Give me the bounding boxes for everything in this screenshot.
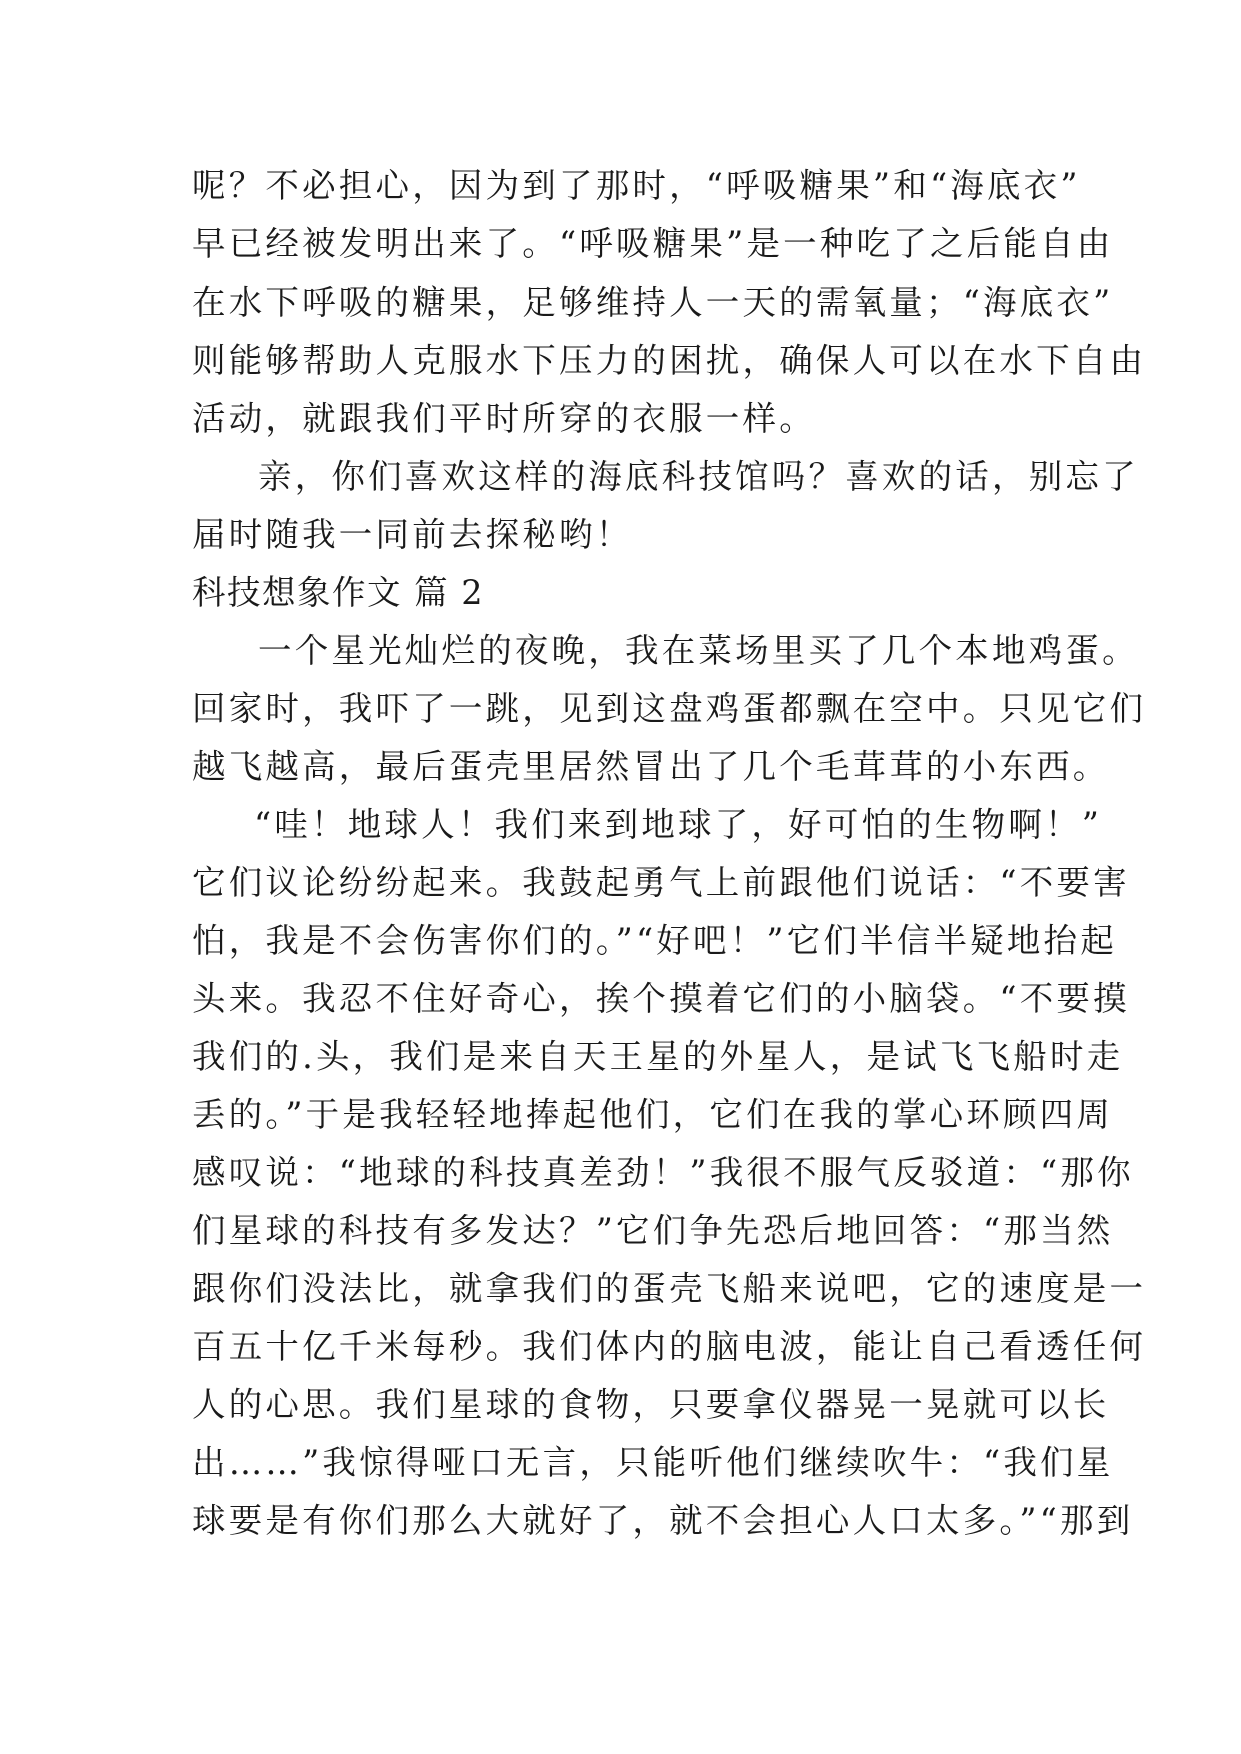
paragraph-first-line: 亲，你们喜欢这样的海底科技馆吗？喜欢的话，别忘了 bbox=[258, 457, 1139, 496]
section-heading: 科技想象作文 篇 2 bbox=[192, 573, 485, 612]
text-line: 感叹说：“地球的科技真差劲！”我很不服气反驳道：“那你 bbox=[192, 1153, 1134, 1192]
paragraph-first-line: 一个星光灿烂的夜晚，我在菜场里买了几个本地鸡蛋。 bbox=[258, 631, 1139, 670]
text-line: 早已经被发明出来了。“呼吸糖果”是一种吃了之后能自由 bbox=[192, 224, 1114, 263]
text-line: 届时随我一同前去探秘哟！ bbox=[192, 515, 633, 554]
text-line: 头来。我忍不住好奇心，挨个摸着它们的小脑袋。“不要摸 bbox=[192, 979, 1130, 1018]
text-line: 则能够帮助人克服水下压力的困扰，确保人可以在水下自由 bbox=[192, 341, 1147, 380]
text-line: 球要是有你们那么大就好了，就不会担心人口太多。”“那到 bbox=[192, 1501, 1134, 1540]
text-line: 丢的。”于是我轻轻地捧起他们，它们在我的掌心环顾四周 bbox=[192, 1095, 1114, 1134]
text-line: 跟你们没法比，就拿我们的蛋壳飞船来说吧，它的速度是一 bbox=[192, 1269, 1147, 1308]
text-line: 我们的.头，我们是来自天王星的外星人，是试飞飞船时走 bbox=[192, 1037, 1124, 1076]
text-line: 怕，我是不会伤害你们的。”“好吧！”它们半信半疑地抬起 bbox=[192, 921, 1118, 960]
text-line: 越飞越高，最后蛋壳里居然冒出了几个毛茸茸的小东西。 bbox=[192, 747, 1110, 786]
text-line: 出……”我惊得哑口无言，只能听他们继续吹牛：“我们星 bbox=[192, 1443, 1114, 1482]
text-line: 们星球的科技有多发达？”它们争先恐后地回答：“那当然 bbox=[192, 1211, 1114, 1250]
text-line: 在水下呼吸的糖果，足够维持人一天的需氧量；“海底衣” bbox=[192, 283, 1114, 322]
text-line: 百五十亿千米每秒。我们体内的脑电波，能让自己看透任何 bbox=[192, 1327, 1147, 1366]
text-line: 人的心思。我们星球的食物，只要拿仪器晃一晃就可以长 bbox=[192, 1385, 1110, 1424]
text-line: 呢？不必担心，因为到了那时，“呼吸糖果”和“海底衣” bbox=[192, 166, 1081, 205]
text-line: 回家时，我吓了一跳，见到这盘鸡蛋都飘在空中。只见它们 bbox=[192, 689, 1147, 728]
text-line: 活动，就跟我们平时所穿的衣服一样。 bbox=[192, 399, 816, 438]
text-line: 它们议论纷纷起来。我鼓起勇气上前跟他们说话：“不要害 bbox=[192, 863, 1130, 902]
paragraph-first-line: “哇！地球人！我们来到地球了，好可怕的生物啊！” bbox=[254, 805, 1103, 844]
